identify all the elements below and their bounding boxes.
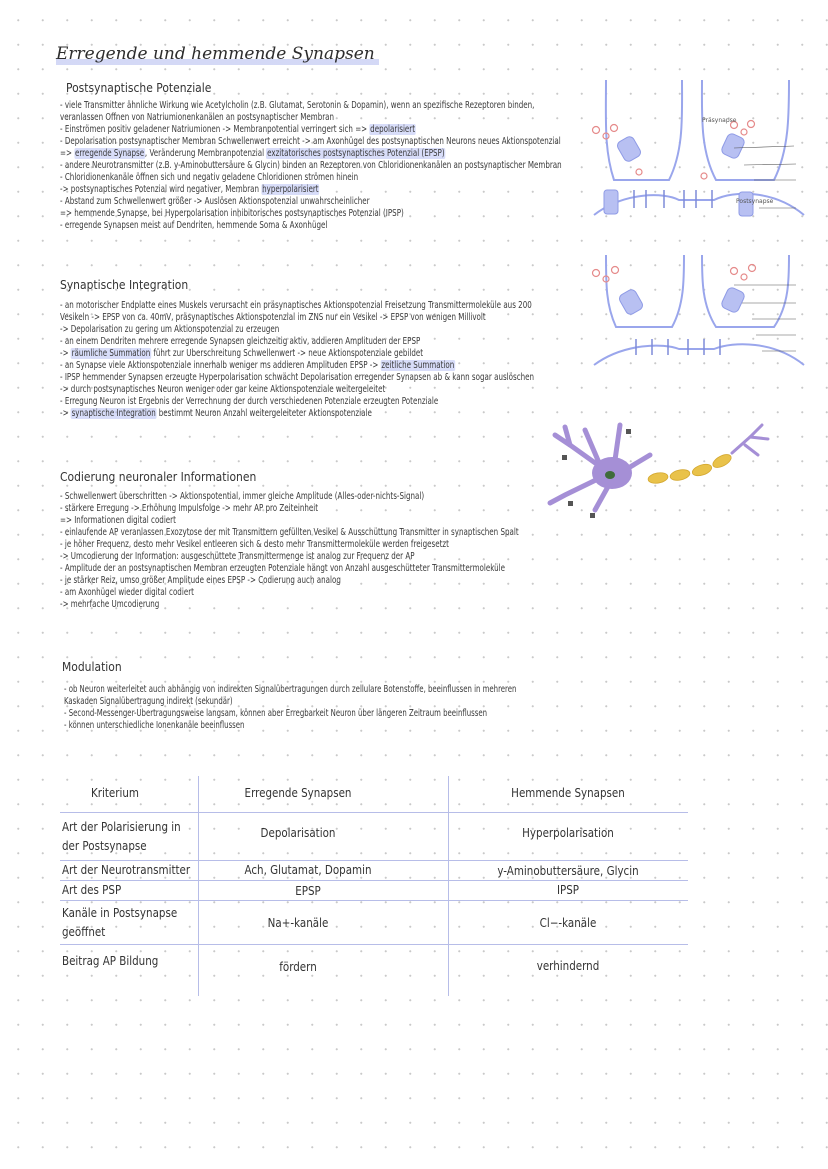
note-line: [60, 599, 519, 611]
table-header-hemmende: Hemmende Synapsen: [511, 786, 625, 800]
table-cell-foerdern: fördern: [279, 960, 317, 974]
label-postsynapse: Postsynapse: [736, 198, 774, 205]
note-text: bestimmt Neuron Anzahl weitergeleiteter Aktionspotenziale: [156, 408, 372, 419]
highlighted-term: depolarisiert: [370, 124, 416, 135]
note-text: , Veränderung Membranpotenzial: [144, 148, 267, 159]
note-text: - Schwellenwert überschritten -> Aktionspotential, immer gleiche Amplitude (Alles-oder-nichts-Signal): [60, 491, 425, 502]
table-cell-hyperpolarisation: Hyperpolarisation: [522, 826, 614, 840]
note-line: [60, 220, 562, 232]
label-praesynapse: Präsynapse: [702, 117, 737, 124]
note-text: - ob Neuron weiterleitet auch abhängig von indirekten Signalübertragungen durch zellulare Botenstoffe, beeinflussen in mehreren: [64, 684, 517, 695]
note-line: [60, 408, 534, 420]
note-text: =>: [60, 148, 75, 159]
note-line: [60, 515, 519, 527]
highlighted-term: erregende Synapse: [74, 148, 145, 159]
table-cell-depolarisation: Depolarisation: [260, 826, 336, 840]
note-text: - Einströmen positiv geladener Natriumionen -> Membranpotential verringert sich =>: [60, 124, 370, 135]
note-text: - können unterschiedliche Ionenkanäle beeinflussen: [64, 720, 245, 731]
note-text: - an Synapse viele Aktionspotenziale innerhalb weniger ms addieren Amplituden EPSP ->: [60, 360, 381, 371]
table-header-kriterium: Kriterium: [91, 786, 139, 800]
highlighted-term: hyperpolarisiert: [262, 184, 319, 195]
note-line: [60, 396, 534, 408]
note-line: [60, 100, 562, 112]
note-line: [60, 503, 519, 515]
highlighted-term: zeitliche Summation: [381, 360, 455, 371]
note-line: [60, 360, 534, 372]
note-text: -> durch postsynaptisches Neuron weniger oder gar keine Aktionspotenziale weitergeleitet: [60, 384, 386, 395]
heading-modulation: Modulation: [62, 659, 122, 674]
table-header-erregende: Erregende Synapsen: [244, 786, 352, 800]
note-text: Vesikeln -> EPSP von ca. 40mV, präsynaptisches Aktionspotenzial im ZNS nur ein Vesikel -> EPSP von wenigen Millivolt: [60, 312, 486, 323]
note-line: [60, 136, 562, 148]
note-text: - Chloridionenkanäle öffnen sich und negativ geladene Chloridionen strömen hinein: [60, 172, 359, 183]
note-text: -> mehrfache Umcodierung: [60, 599, 160, 610]
note-line: [60, 184, 562, 196]
note-line: [60, 324, 534, 336]
note-text: -> Depolarisation zu gering um Aktionspotenzial zu erzeugen: [60, 324, 280, 335]
note-text: führt zur Überschreitung Schwellenwert -> neue Aktionspotenziale gebildet: [151, 348, 424, 359]
note-text: - Abstand zum Schwellenwert größer -> Auslösen Aktionspotenzial unwahrscheinlicher: [60, 196, 370, 207]
note-line: [60, 160, 562, 172]
table-cell-aminobuttersaeure: y-Aminobuttersäure, Glycin: [497, 864, 639, 878]
note-text: => Informationen digital codiert: [60, 515, 176, 526]
note-line: [60, 491, 519, 503]
note-text: - Depolarisation postsynaptischer Membran Schwellenwert erreicht -> am Axonhügel des postsynaptischen Neurons neues Aktionspotenzial: [60, 136, 561, 147]
note-line: [60, 148, 562, 160]
note-line: [60, 575, 519, 587]
note-line: [60, 312, 534, 324]
note-text: -> Umcodierung der Information: ausgeschüttete Transmittermenge ist analog zur Frequenz der AP: [60, 551, 415, 562]
note-line: [60, 172, 562, 184]
note-line: [60, 539, 519, 551]
note-text: - stärkere Erregung -> Erhöhung Impulsfolge -> mehr AP pro Zeiteinheit: [60, 503, 319, 514]
note-line: [60, 300, 534, 312]
table-cell-na-kanaele: Na+-kanäle: [267, 916, 329, 930]
note-text: Kaskaden Signalübertragung indirekt (sekundär): [64, 696, 233, 707]
table-cell-cl-kanaele: Cl−-kanäle: [539, 916, 597, 930]
synapse-diagram-bottom: [584, 255, 814, 385]
note-text: - andere Neurotransmitter (z.B. y-Aminobuttersäure & Glycin) binden an Rezeptoren von Chloridionenkanälen an postsynaptischer Membran: [60, 160, 562, 171]
note-line: [60, 551, 519, 563]
highlighted-term: synaptische Integration: [71, 408, 156, 419]
note-line: [60, 124, 562, 136]
synapse-diagram-top: [584, 80, 814, 250]
note-line: [60, 336, 534, 348]
neuron-nucleus: [605, 471, 615, 479]
note-line: [60, 587, 519, 599]
note-line: [60, 372, 534, 384]
page-title: Erregende und hemmende Synapsen: [56, 44, 379, 65]
note-line: [60, 384, 534, 396]
table-cell-ach: Ach, Glutamat, Dopamin: [244, 863, 372, 877]
note-text: - an motorischer Endplatte eines Muskels verursacht ein präsynaptisches Aktionspotenzial Freisetzung Transmittermoleküle aus 200: [60, 300, 532, 311]
note-text: - Amplitude der an postsynaptischen Membran erzeugten Potenziale hängt von Anzahl ausgeschütteter Transmittermoleküle: [60, 563, 506, 574]
note-line: [60, 527, 519, 539]
table-cell-epsp: EPSP: [295, 884, 321, 898]
note-line: [64, 696, 516, 708]
table-row-psp-label: Art des PSP: [62, 883, 122, 897]
table-row-beitrag-label: Beitrag AP Bildung: [62, 954, 159, 968]
table-row-kanaele-label-2: geöffnet: [62, 925, 106, 939]
table-row-kanaele-label-1: Kanäle in Postsynapse: [62, 906, 178, 920]
note-line: [60, 563, 519, 575]
note-line: [64, 720, 516, 732]
modulation-lines: [64, 684, 675, 732]
note-text: - an einem Dendriten mehrere erregende Synapsen gleichzeitig aktiv, addieren Amplituden der EPSP: [60, 336, 421, 347]
note-text: - je stärker Reiz, umso größer Amplitude eines EPSP -> Codierung auch analog: [60, 575, 341, 586]
highlighted-term: räumliche Summation: [71, 348, 151, 359]
note-text: ->: [60, 348, 71, 359]
note-line: [60, 348, 534, 360]
note-text: => hemmende Synapse, bei Hyperpolarisation inhibitorisches postsynaptisches Potenzial (IPSP): [60, 208, 404, 219]
note-text: - am Axonhügel wieder digital codiert: [60, 587, 194, 598]
note-text: ->: [60, 408, 71, 419]
note-text: - viele Transmitter ähnliche Wirkung wie Acetylcholin (z.B. Glutamat, Serotonin & Dopamin), wenn an spezifische Rezeptoren binden,: [60, 100, 535, 111]
note-text: - je höher Frequenz, desto mehr Vesikel entleeren sich & desto mehr Transmittermoleküle werden freigesetzt: [60, 539, 449, 550]
note-line: [60, 112, 562, 124]
note-line: [64, 708, 516, 720]
note-text: - IPSP hemmender Synapsen erzeugte Hyperpolarisation schwächt Depolarisation erregender Synapsen ab & kann sogar auslöschen: [60, 372, 535, 383]
heading-codierung: Codierung neuronaler Informationen: [60, 469, 257, 484]
note-line: [60, 208, 562, 220]
note-text: - erregende Synapsen meist auf Dendriten, hemmende Soma & Axonhügel: [60, 220, 328, 231]
table-row-polarisierung-label-1: Art der Polarisierung in: [62, 820, 181, 834]
comparison-table: [60, 776, 688, 996]
note-text: - Erregung Neuron ist Ergebnis der Verrechnung der durch verschiedenen Potenziale erzeugten Potenziale: [60, 396, 439, 407]
table-row-polarisierung-label-2: der Postsynapse: [62, 839, 147, 853]
note-text: - einlaufende AP veranlassen Exozytose der mit Transmittern gefüllten Vesikel & Ausschüttung Transmitter in synaptischen Spalt: [60, 527, 519, 538]
note-line: [64, 684, 516, 696]
note-text: - Second-Messenger-Übertragungsweise langsam, können aber Erregbarkeit Neuron über längeren Zeitraum beeinflussen: [64, 708, 488, 719]
highlighted-term: exzitatorisches postsynaptisches Potenzial (EPSP): [267, 148, 445, 159]
note-text: veranlassen Öffnen von Natriumionenkanälen an postsynaptischer Membran: [60, 112, 335, 123]
note-line: [60, 196, 562, 208]
table-cell-ipsp: IPSP: [556, 883, 580, 897]
table-cell-verhindernd: verhindernd: [536, 959, 600, 973]
heading-synaptische-integration: Synaptische Integration: [60, 277, 189, 292]
heading-postsynaptische-potenziale: Postsynaptische Potenziale: [66, 80, 212, 95]
table-row-neurotransmitter-label: Art der Neurotransmitter: [62, 863, 191, 877]
neuron-illustration: [540, 415, 780, 525]
note-text: -> postsynaptisches Potenzial wird negativer, Membran: [60, 184, 262, 195]
